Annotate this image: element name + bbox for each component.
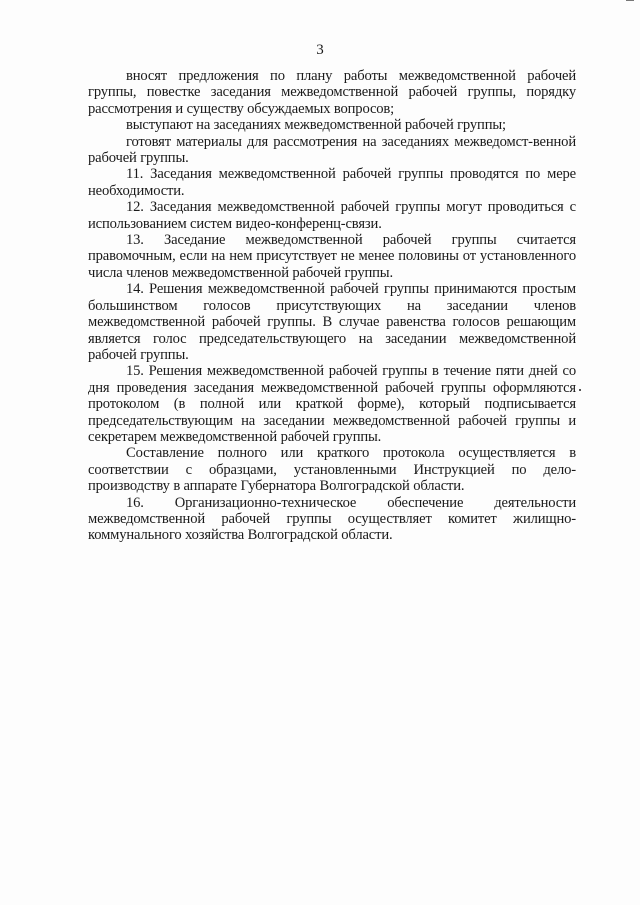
paragraph-item-11: 11. Заседания межведомственной рабочей группы проводятся по мере необходимости. (88, 166, 576, 199)
paragraph-item-15: 15. Решения межведомственной рабочей группы в течение пяти дней со дня проведения заседания межведомственной рабочей группы оформляются протоколом (в полной или краткой форме), который подписывается председательствующим на заседании межведомственной рабочей группы и секретарем межведомственной рабочей группы. (88, 363, 576, 445)
paragraph-item-14: 14. Решения межведомственной рабочей группы принимаются простым большинством голосов присутствующих на заседании членов межведомственной рабочей группы. В случае равенства голосов решающим является голос председательствующего на заседании межведомственной рабочей группы. (88, 281, 576, 363)
scan-margin-mark (626, 0, 634, 1)
paragraph-speak-at-meetings: выступают на заседаниях межведомственной рабочей группы; (126, 117, 506, 134)
paragraph-item-13: 13. Заседание межведомственной рабочей группы считается правомочным, если на нем присутствует не менее половины от установленного числа членов межведомственной рабочей группы. (88, 232, 576, 281)
paragraph-protocol-drafting: Составление полного или краткого протокола осуществляется в соответствии с образцами, установленными Инструкцией по дело-производству в аппарате Губернатора Волгоградской области. (88, 445, 576, 495)
paragraph-item-16: 16. Организационно-техническое обеспечение деятельности межведомственной рабочей группы осуществляет комитет жилищно-коммунального хозяйства Волгоградской области. (88, 494, 576, 544)
scan-speck (579, 389, 581, 391)
paragraph-prepare-materials: готовят материалы для рассмотрения на заседаниях межведомст-венной рабочей группы. (88, 133, 576, 167)
paragraph-item-12: 12. Заседания межведомственной рабочей группы могут проводиться с использованием систем видео-конференц-связи. (88, 199, 576, 232)
paragraph-proposals: вносят предложения по плану работы межведомственной рабочей группы, повестке заседания межведомственной рабочей группы, порядку рассмотрения и существу обсуждаемых вопросов; (88, 68, 576, 117)
page-number: 3 (316, 42, 324, 58)
document-body (88, 68, 576, 544)
